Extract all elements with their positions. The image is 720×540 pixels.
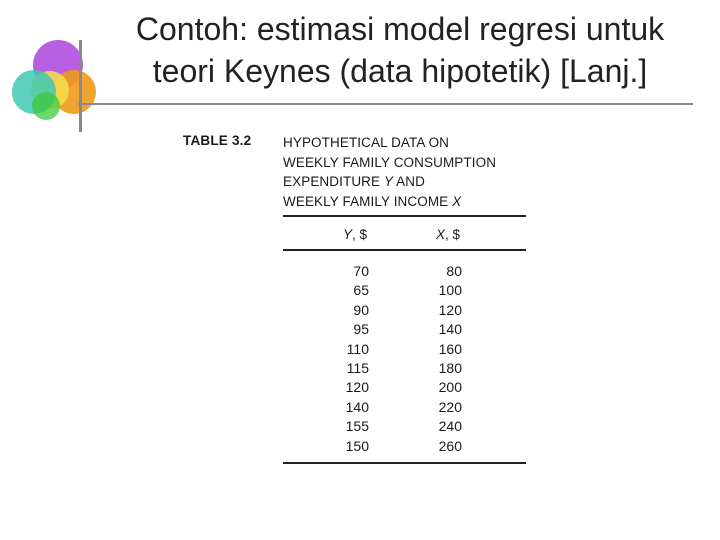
caption-line-1: HYPOTHETICAL DATA ON <box>283 135 450 150</box>
table-cell-y: 65 <box>353 282 369 299</box>
table-cell-y: 120 <box>345 379 369 396</box>
column-header-y-unit: , $ <box>352 227 368 242</box>
table-cell-x: 240 <box>438 418 462 435</box>
table-cell-y: 150 <box>345 437 369 454</box>
column-header-x-unit: , $ <box>445 227 461 242</box>
column-x-values <box>412 262 462 456</box>
table-cell-y: 155 <box>345 418 369 435</box>
slide-logo-circles-icon <box>8 40 98 135</box>
table-cell-x: 200 <box>438 379 462 396</box>
table-top-rule <box>283 215 526 217</box>
table-cell-y: 70 <box>353 263 369 279</box>
column-header-y <box>343 227 367 242</box>
caption-line-3: EXPENDITURE Y AND <box>283 174 425 189</box>
caption-line-4: WEEKLY FAMILY INCOME X <box>283 193 462 209</box>
slide-title <box>90 8 710 92</box>
table-cell-y: 140 <box>345 398 369 415</box>
column-header-y-var: Y <box>343 227 353 242</box>
table-cell-y: 90 <box>353 301 369 318</box>
column-header-x <box>436 227 460 242</box>
caption-line-2: WEEKLY FAMILY CONSUMPTION <box>283 154 497 170</box>
table-cell-x: 80 <box>446 263 462 279</box>
table-cell-x: 180 <box>438 359 462 376</box>
table-label: TABLE 3.2 <box>183 133 252 148</box>
table-cell-x: 140 <box>438 321 462 338</box>
green-circle-icon <box>32 92 60 120</box>
title-vertical-rule <box>79 40 82 132</box>
table-cell-y: 115 <box>346 359 369 376</box>
table-cell-y: 95 <box>353 321 369 338</box>
slide-title-line-1: Contoh: estimasi model regresi untuk <box>135 11 665 47</box>
table-cell-x: 220 <box>438 398 462 415</box>
table-header-rule <box>283 249 526 251</box>
table-bottom-rule <box>283 462 526 464</box>
title-underline-rule <box>78 103 693 105</box>
table-cell-x: 120 <box>438 301 462 318</box>
table-cell-x: 160 <box>438 340 462 357</box>
column-header-x-var: X <box>436 227 446 242</box>
table-cell-x: 100 <box>438 282 462 299</box>
table-cell-x: 260 <box>438 437 462 454</box>
slide-title-line-2: teori Keynes (data hipotetik) [Lanj.] <box>152 53 648 89</box>
table-cell-y: 110 <box>346 340 369 357</box>
table-caption <box>283 133 543 211</box>
column-y-values <box>319 262 369 456</box>
